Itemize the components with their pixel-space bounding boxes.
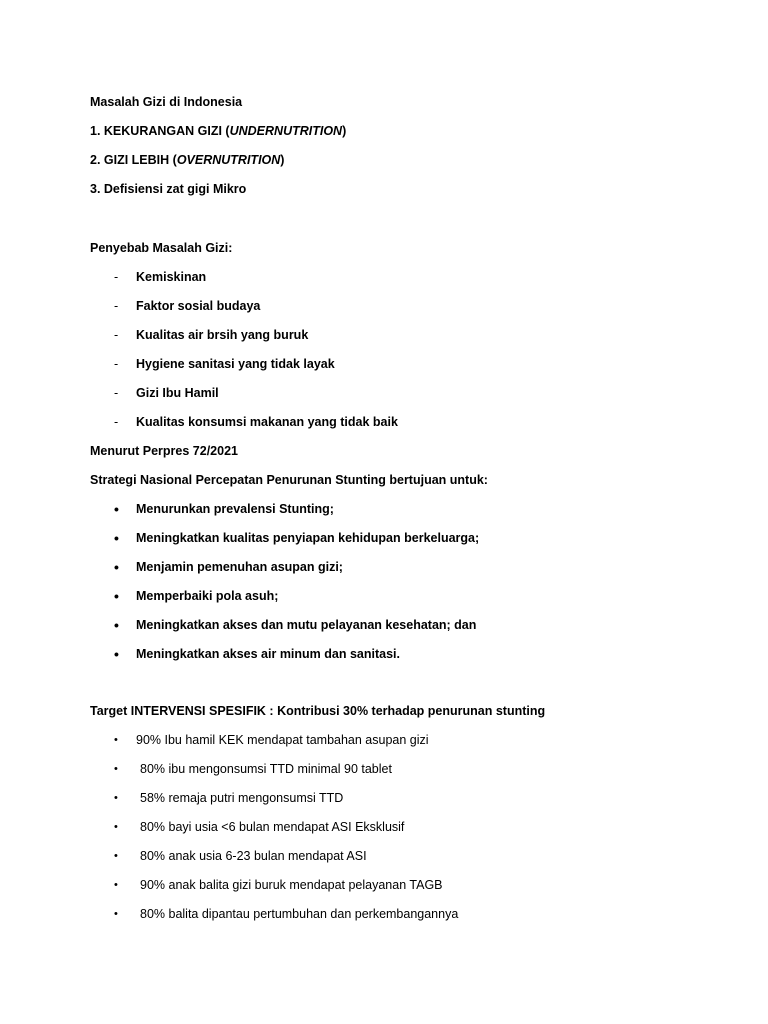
target-text: 90% anak balita gizi buruk mendapat pelayanan TAGB xyxy=(140,878,443,892)
bullet-marker: • xyxy=(114,763,118,775)
target-text: 80% bayi usia <6 bulan mendapat ASI Eksklusif xyxy=(140,820,405,834)
heading: Masalah Gizi di Indonesia xyxy=(90,95,243,109)
bullet-marker: • xyxy=(114,792,118,804)
bullet-marker: • xyxy=(114,588,119,604)
target-text: 58% remaja putri mengonsumsi TTD xyxy=(140,791,344,805)
problem-text: 2. GIZI LEBIH ( xyxy=(90,153,177,167)
strategy-text: Memperbaiki pola asuh; xyxy=(136,589,279,603)
bullet-marker: • xyxy=(114,530,119,546)
problem-item xyxy=(90,123,346,139)
dash-marker: - xyxy=(114,415,119,429)
bullet-marker: • xyxy=(114,617,119,633)
dash-marker: - xyxy=(114,357,119,371)
target-text: 80% anak usia 6-23 bulan mendapat ASI xyxy=(140,849,367,863)
strategy-text: Menjamin pemenuhan asupan gizi; xyxy=(136,560,343,574)
problem-italic: UNDERNUTRITION xyxy=(229,124,343,138)
cause-text: Kemiskinan xyxy=(136,270,207,284)
perpres-line: Menurut Perpres 72/2021 xyxy=(90,444,238,458)
strategy-text: Meningkatkan akses air minum dan sanitasi. xyxy=(136,647,400,661)
dash-marker: - xyxy=(114,328,119,342)
problem-suffix: ) xyxy=(280,153,285,167)
cause-text: Gizi Ibu Hamil xyxy=(136,386,219,400)
strategy-text: Meningkatkan akses dan mutu pelayanan kesehatan; dan xyxy=(136,618,477,632)
dash-marker: - xyxy=(114,386,119,400)
problem-italic: OVERNUTRITION xyxy=(176,153,281,167)
bullet-marker: • xyxy=(114,908,118,920)
target-title: Target INTERVENSI SPESIFIK : Kontribusi 30% terhadap penurunan stunting xyxy=(90,704,546,718)
causes-title: Penyebab Masalah Gizi: xyxy=(90,241,233,255)
problem-text: 1. KEKURANGAN GIZI ( xyxy=(90,124,230,138)
bullet-marker: • xyxy=(114,850,118,862)
cause-text: Hygiene sanitasi yang tidak layak xyxy=(136,357,335,371)
problem-suffix: ) xyxy=(342,124,347,138)
bullet-marker: • xyxy=(114,734,118,746)
bullet-marker: • xyxy=(114,821,118,833)
cause-text: Faktor sosial budaya xyxy=(136,299,261,313)
bullet-marker: • xyxy=(114,879,118,891)
cause-text: Kualitas air brsih yang buruk xyxy=(136,328,309,342)
cause-text: Kualitas konsumsi makanan yang tidak baik xyxy=(136,415,398,429)
dash-marker: - xyxy=(114,270,119,284)
strategy-text: Menurunkan prevalensi Stunting; xyxy=(136,502,334,516)
problem-item xyxy=(90,152,284,168)
bullet-marker: • xyxy=(114,559,119,575)
target-text: 80% ibu mengonsumsi TTD minimal 90 tablet xyxy=(140,762,392,776)
dash-marker: - xyxy=(114,299,119,313)
target-text: 80% balita dipantau pertumbuhan dan perkembangannya xyxy=(140,907,459,921)
problem-item xyxy=(90,181,246,197)
problem-text: 3. Defisiensi zat gigi Mikro xyxy=(90,182,247,196)
strategy-title: Strategi Nasional Percepatan Penurunan Stunting bertujuan untuk: xyxy=(90,473,488,487)
target-text: 90% Ibu hamil KEK mendapat tambahan asupan gizi xyxy=(136,733,429,747)
bullet-marker: • xyxy=(114,501,119,517)
strategy-text: Meningkatkan kualitas penyiapan kehidupan berkeluarga; xyxy=(136,531,480,545)
bullet-marker: • xyxy=(114,646,119,662)
